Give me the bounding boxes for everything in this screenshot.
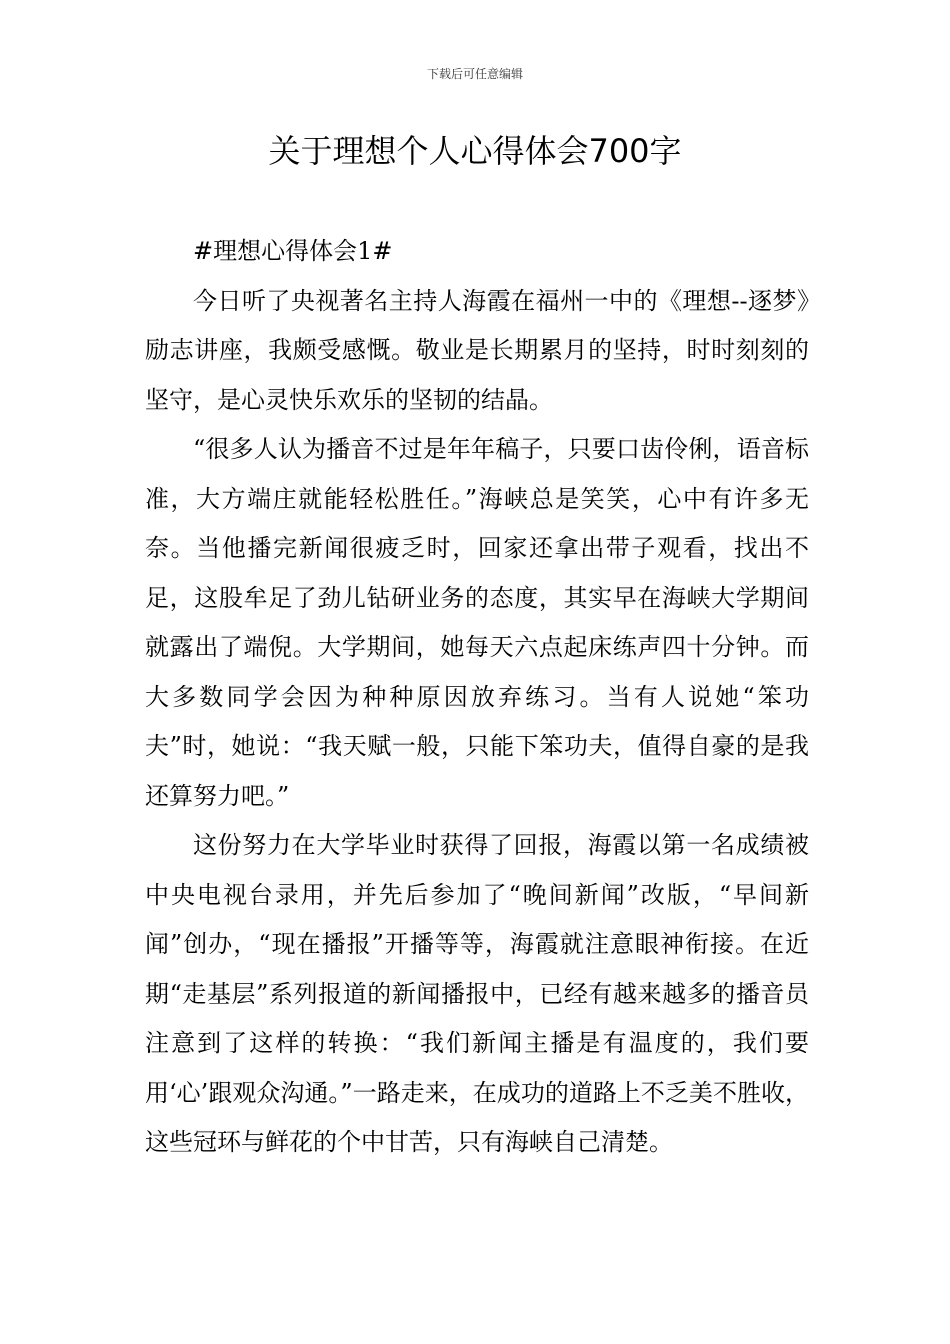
document-title: 关于理想个人心得体会700字 [268, 132, 682, 170]
document-body [145, 227, 809, 1168]
page-header-note: 下载后可任意编辑 [426, 67, 523, 81]
body-paragraph: 今日听了央视著名主持人海霞在福州一中的《理想--逐梦》励志讲座，我颇受感慨。敬业是长期累月的坚持，时时刻刻的坚守，是心灵快乐欢乐的坚韧的结晶。 [145, 286, 809, 414]
section-heading: #理想心得体会1# [193, 237, 393, 265]
body-paragraph: “很多人认为播音不过是年年稿子，只要口齿伶俐，语音标准，大方端庄就能轻松胜任。”海峡总是笑笑，心中有许多无奈。当他播完新闻很疲乏时，回家还拿出带子观看，找出不足，这股牟足了劲儿钻研业务的态度，其实早在海峡大学期间就露出了端倪。大学期间，她每天六点起床练声四十分钟。而大多数同学会因为种种原因放弃练习。当有人说她“笨功夫”时，她说：“我天赋一般，只能下笨功夫，值得自豪的是我还算努力吧。” [145, 435, 809, 810]
body-paragraph: 这份努力在大学毕业时获得了回报，海霞以第一名成绩被中央电视台录用，并先后参加了“晚间新闻”改版，“早间新闻”创办，“现在播报”开播等等，海霞就注意眼神衔接。在近期“走基层”系列报道的新闻播报中，已经有越来越多的播音员注意到了这样的转换：“我们新闻主播是有温度的，我们要用‘心’跟观众沟通。”一路走来，在成功的道路上不乏美不胜收，这些冠环与鲜花的个中甘苦，只有海峡自己清楚。 [145, 831, 809, 1156]
